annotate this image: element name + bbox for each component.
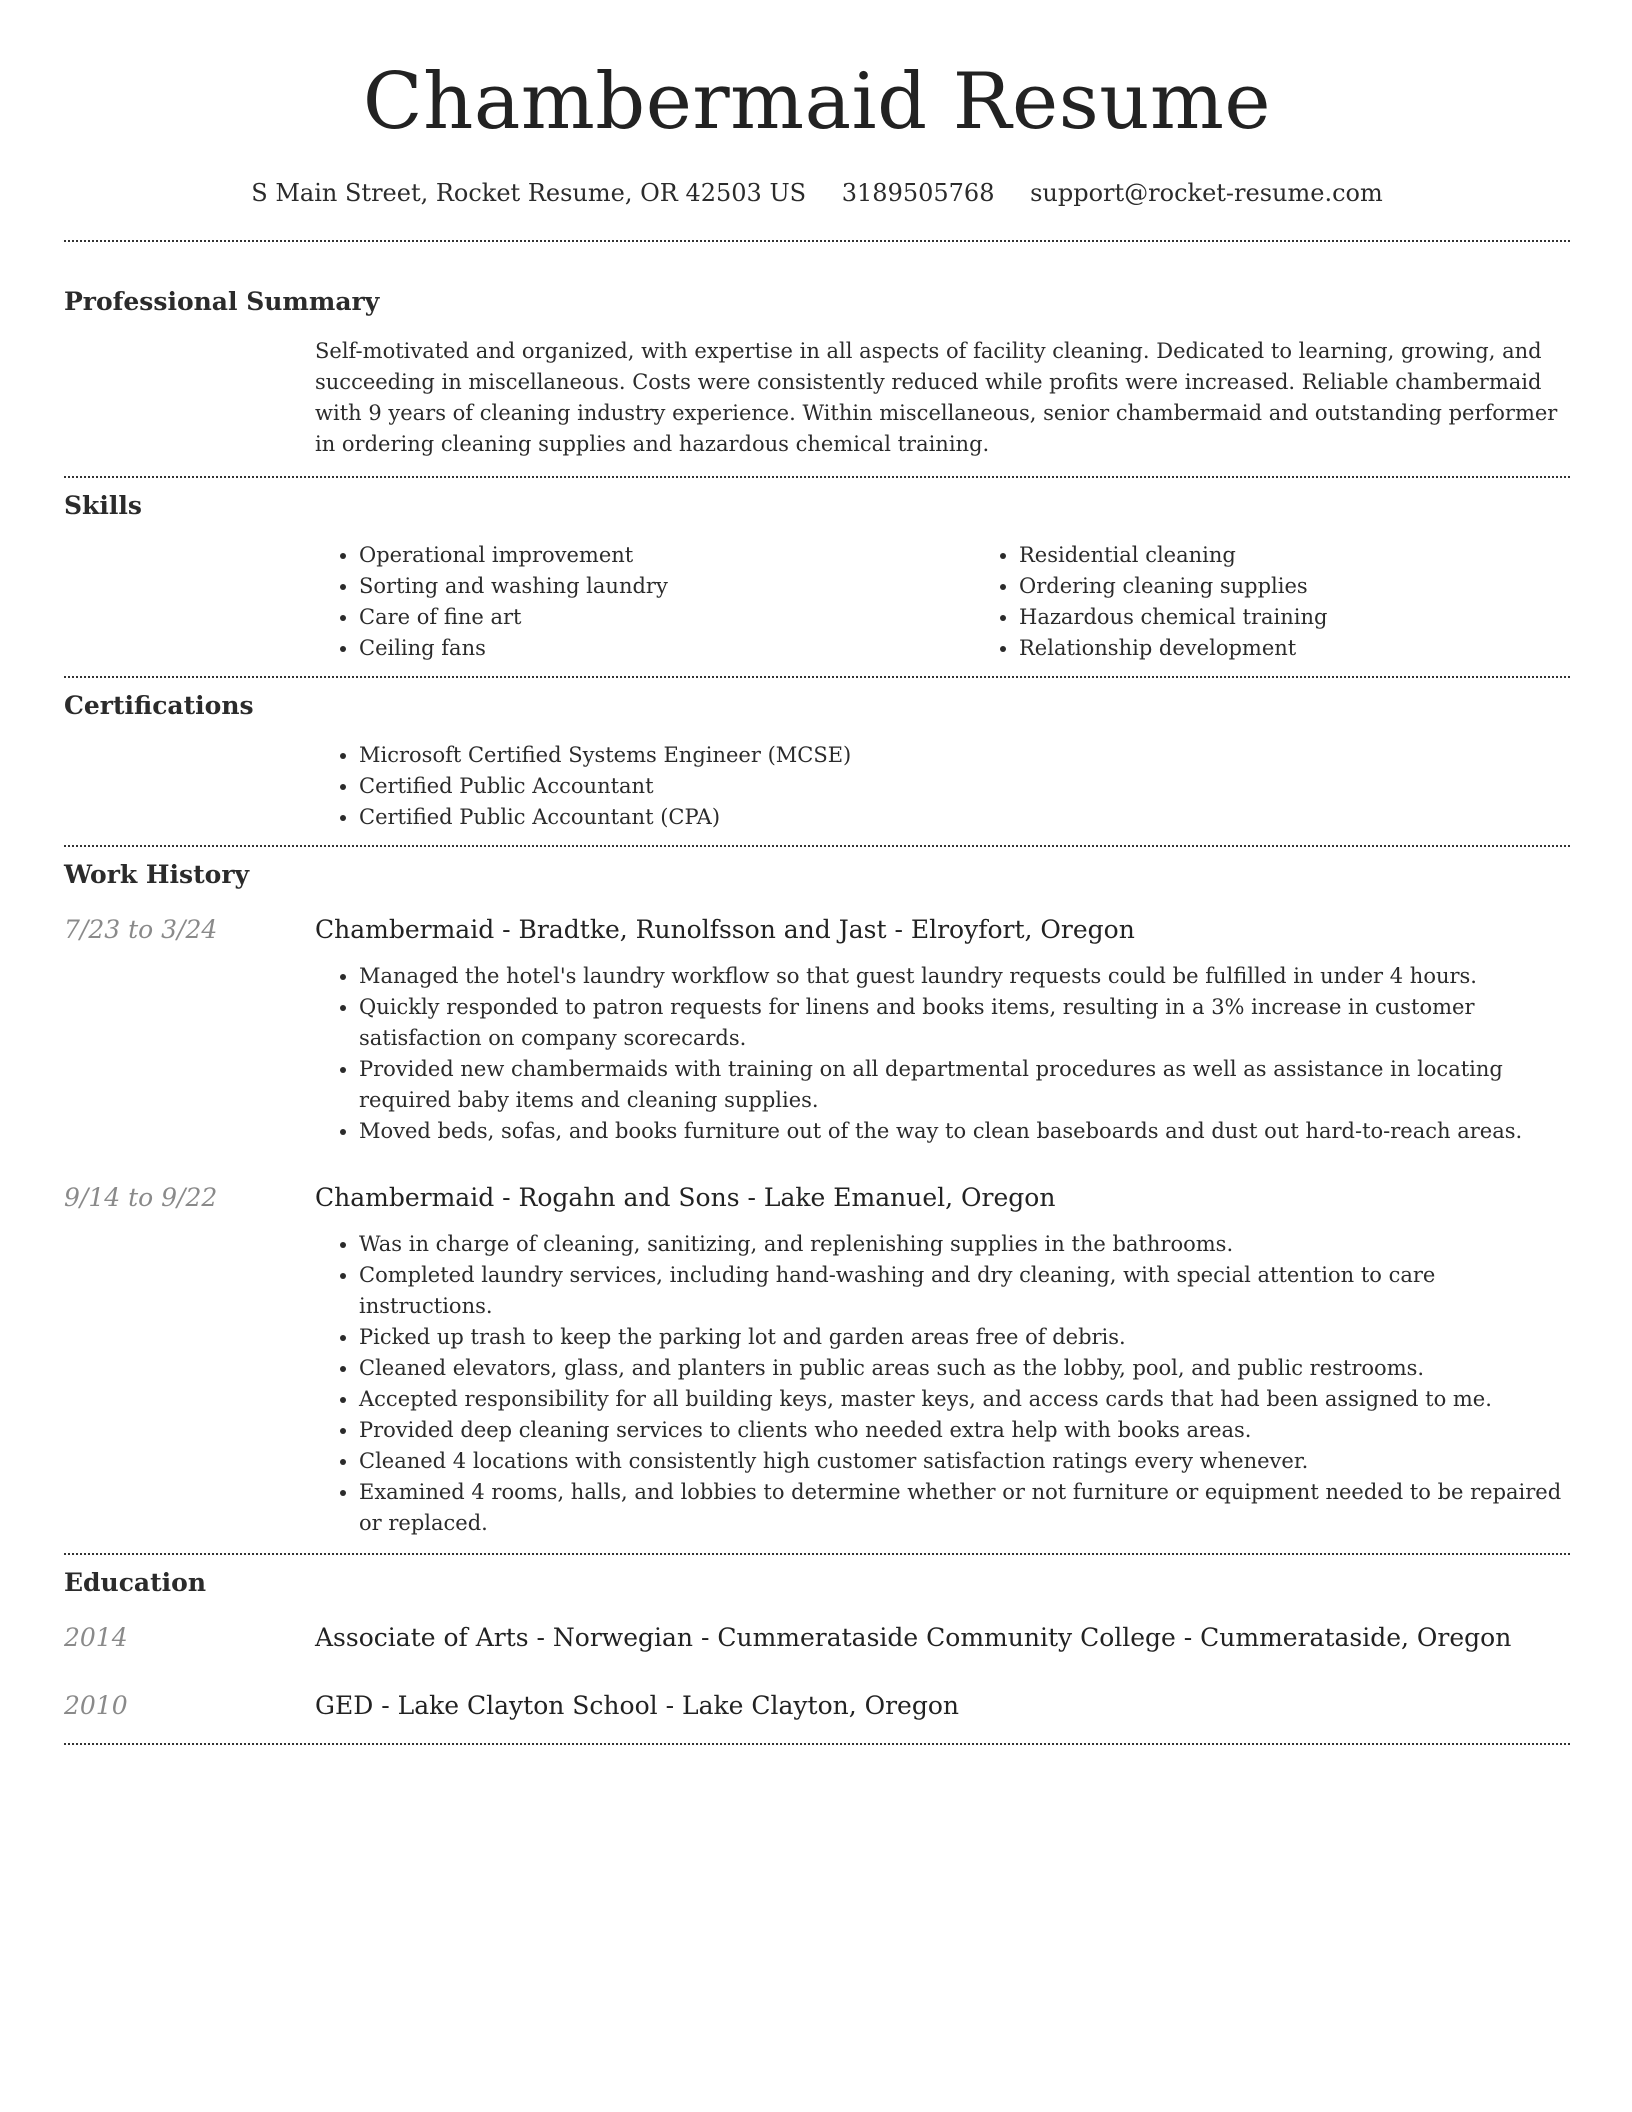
contact-address: S Main Street, Rocket Resume, OR 42503 US — [251, 179, 807, 207]
job-heading: Chambermaid - Rogahn and Sons - Lake Emanuel, Oregon — [315, 1183, 1056, 1212]
certifications-list-wrap — [315, 740, 1570, 845]
job-bullet: • Provided deep cleaning services to clients who needed extra help with books areas. — [359, 1415, 1570, 1446]
skill-item: • Sorting and washing laundry — [359, 571, 975, 602]
resume-name: Chambermaid Resume — [362, 57, 1272, 147]
divider — [64, 1553, 1570, 1555]
summary-section — [64, 286, 1570, 476]
education-year: 2014 — [64, 1623, 128, 1652]
section-title-work-history: Work History — [64, 860, 250, 889]
job-bullet: • Cleaned 4 locations with consistently high customer satisfaction ratings every whenever. — [359, 1446, 1570, 1477]
job-bullet: • Examined 4 rooms, halls, and lobbies to determine whether or not furniture or equipment needed to be repaired or replaced. — [359, 1477, 1570, 1539]
education-entry — [64, 1621, 1570, 1655]
skills-list-right — [975, 540, 1632, 664]
job-bullet: • Accepted responsibility for all building keys, master keys, and access cards that had been assigned to me. — [359, 1384, 1570, 1415]
skills-grid — [315, 540, 1570, 676]
skill-item: • Ceiling fans — [359, 633, 975, 664]
skills-section — [64, 490, 1570, 676]
education-heading: Associate of Arts - Norwegian - Cummerataside Community College - Cummerataside, Oregon — [315, 1623, 1512, 1652]
divider — [64, 1743, 1570, 1745]
contact-email: support@rocket-resume.com — [1030, 179, 1383, 207]
certifications-list — [315, 740, 1570, 833]
education-year: 2010 — [64, 1691, 128, 1720]
skill-item: • Hazardous chemical training — [1019, 602, 1632, 633]
job-bullet: • Moved beds, sofas, and books furniture out of the way to clean baseboards and dust out hard-to-reach areas. — [359, 1116, 1570, 1147]
job-entry — [64, 1181, 1570, 1553]
certification-item: • Certified Public Accountant (CPA) — [359, 802, 1570, 833]
resume-page — [64, 0, 1570, 1745]
job-dates: 7/23 to 3/24 — [64, 915, 218, 944]
job-bullet: • Provided new chambermaids with training on all departmental procedures as well as assistance in locating required baby items and cleaning supplies. — [359, 1054, 1570, 1116]
divider — [64, 476, 1570, 478]
work-history-section — [64, 859, 1570, 1553]
section-title-education: Education — [64, 1568, 207, 1597]
job-dates: 9/14 to 9/22 — [64, 1183, 218, 1212]
job-bullets — [315, 1229, 1570, 1539]
job-bullet: • Cleaned elevators, glass, and planters in public areas such as the lobby, pool, and public restrooms. — [359, 1353, 1570, 1384]
divider — [64, 240, 1570, 242]
skill-item: • Care of fine art — [359, 602, 975, 633]
job-bullet: • Completed laundry services, including hand-washing and dry cleaning, with special attention to care instructions. — [359, 1260, 1570, 1322]
education-section — [64, 1567, 1570, 1743]
section-title-skills: Skills — [64, 491, 142, 520]
skill-item: • Relationship development — [1019, 633, 1632, 664]
certification-item: • Certified Public Accountant — [359, 771, 1570, 802]
certifications-section — [64, 690, 1570, 845]
skill-item: • Operational improvement — [359, 540, 975, 571]
job-bullet: • Managed the hotel's laundry workflow so that guest laundry requests could be fulfilled in under 4 hours. — [359, 961, 1570, 992]
divider — [64, 845, 1570, 847]
job-bullet: • Picked up trash to keep the parking lot and garden areas free of debris. — [359, 1322, 1570, 1353]
job-heading: Chambermaid - Bradtke, Runolfsson and Jast - Elroyfort, Oregon — [315, 915, 1135, 944]
skills-list-left — [315, 540, 975, 664]
section-title-summary: Professional Summary — [64, 287, 380, 316]
summary-text: Self-motivated and organized, with expertise in all aspects of facility cleaning. Dedicated to learning, growing, and succeeding in miscellaneous. Costs were consistently reduced while profits were increased. Reliable chambermaid with 9 years of cleaning industry experience. Within miscellaneous, senior chambermaid and outstanding performer in ordering cleaning supplies and hazardous chemical training. — [315, 339, 1558, 456]
skill-item: • Ordering cleaning supplies — [1019, 571, 1632, 602]
job-bullets — [315, 961, 1570, 1147]
section-title-certifications: Certifications — [64, 691, 254, 720]
job-entry — [64, 913, 1570, 1147]
contact-line — [64, 178, 1570, 208]
divider — [64, 676, 1570, 678]
education-entry — [64, 1689, 1570, 1743]
skill-item: • Residential cleaning — [1019, 540, 1632, 571]
job-bullet: • Was in charge of cleaning, sanitizing, and replenishing supplies in the bathrooms. — [359, 1229, 1570, 1260]
education-heading: GED - Lake Clayton School - Lake Clayton, Oregon — [315, 1691, 960, 1720]
certification-item: • Microsoft Certified Systems Engineer (MCSE) — [359, 740, 1570, 771]
job-bullet: • Quickly responded to patron requests for linens and books items, resulting in a 3% increase in customer satisfaction on company scorecards. — [359, 992, 1570, 1054]
contact-phone: 3189505768 — [841, 179, 995, 207]
